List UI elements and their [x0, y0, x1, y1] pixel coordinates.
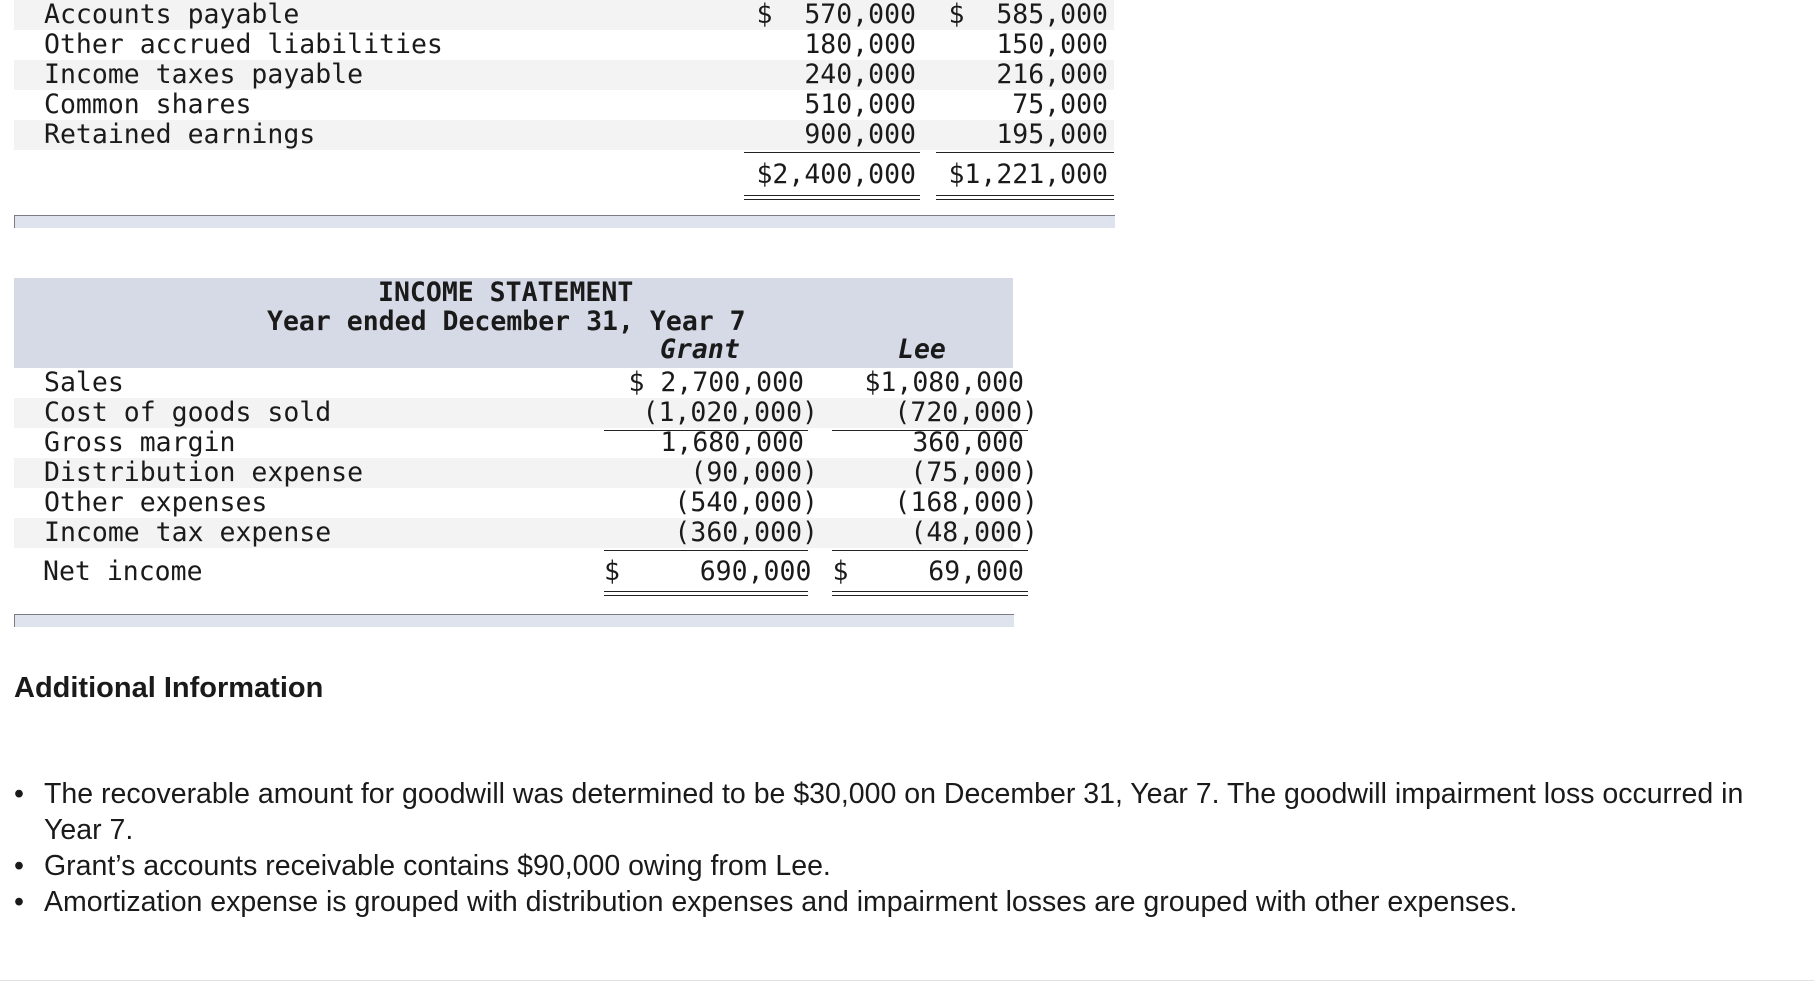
list-item [14, 884, 1794, 920]
lee-value: 360,000 [912, 427, 1024, 458]
net-income-label: Net income [43, 556, 203, 587]
lee-value: (75,000) [910, 457, 1038, 488]
row-label: Income tax expense [44, 517, 332, 548]
income-statement-table [14, 277, 1038, 628]
table-row [14, 367, 1024, 398]
list-item [14, 848, 1794, 884]
total-double-rule [604, 591, 808, 596]
lee-net-income: $ 69,000 [832, 556, 1024, 587]
table-row [14, 457, 1038, 488]
lee-value: $1,080,000 [864, 367, 1024, 398]
grant-value: 510,000 [804, 89, 916, 120]
grant-net-income: $ 690,000 [604, 556, 812, 587]
grant-value: 1,680,000 [660, 427, 804, 458]
grant-value: (540,000) [674, 487, 818, 518]
grant-total: $2,400,000 [756, 159, 916, 190]
list-item-text: Amortization expense is grouped with distribution expenses and impairment losses are grouped with other expenses. [44, 886, 1518, 918]
table-row [14, 90, 1114, 120]
bullet-icon: • [14, 886, 24, 918]
table-footer-bar [14, 614, 1014, 627]
additional-info-list [14, 776, 1794, 920]
total-double-rule [832, 591, 1028, 596]
grant-value: (90,000) [690, 457, 818, 488]
table-footer-bar [14, 215, 1115, 228]
table-header [14, 278, 1013, 368]
lee-value: $ 585,000 [948, 0, 1108, 30]
grant-value: 180,000 [804, 29, 916, 60]
grant-value: 900,000 [804, 119, 916, 150]
bullet-icon: • [14, 850, 24, 882]
list-item-text: The recoverable amount for goodwill was determined to be $30,000 on December 31, Year 7. The goodwill impairment loss occurred in Year 7. [44, 778, 1744, 846]
row-label: Gross margin [44, 427, 236, 458]
subtotal-rule [744, 152, 920, 153]
table-row [14, 60, 1114, 90]
grant-value: (360,000) [674, 517, 818, 548]
total-double-rule [744, 195, 920, 200]
statement-title: INCOME STATEMENT [378, 277, 634, 308]
row-label: Other accrued liabilities [44, 29, 443, 60]
total-row [14, 160, 1114, 190]
row-label: Retained earnings [44, 119, 316, 150]
grant-value: 240,000 [804, 59, 916, 90]
row-label: Sales [44, 367, 124, 398]
row-label: Common shares [44, 89, 252, 120]
table-row [14, 120, 1114, 150]
net-income-row [14, 556, 1024, 587]
lee-total: $1,221,000 [948, 159, 1108, 190]
grant-value: (1,020,000) [642, 397, 818, 428]
balance-sheet-table [14, 0, 1114, 230]
column-header-lee: Lee [898, 334, 946, 365]
bullet-icon: • [14, 778, 24, 810]
lee-value: (48,000) [910, 517, 1038, 548]
lee-value: (168,000) [894, 487, 1038, 518]
column-header-grant: Grant [660, 334, 740, 365]
table-row [14, 427, 1024, 458]
total-double-rule [936, 195, 1114, 200]
list-item [14, 776, 1794, 848]
row-label: Other expenses [44, 487, 268, 518]
subtotal-rule [604, 550, 808, 551]
lee-value: 75,000 [1012, 89, 1108, 120]
row-label: Accounts payable [44, 0, 300, 30]
lee-value: 150,000 [996, 29, 1108, 60]
subtotal-rule [936, 152, 1114, 153]
grant-value: $ 570,000 [756, 0, 916, 30]
row-label: Cost of goods sold [44, 397, 332, 428]
table-row [14, 487, 1038, 518]
row-label: Distribution expense [44, 457, 364, 488]
lee-value: 216,000 [996, 59, 1108, 90]
grant-value: $ 2,700,000 [628, 367, 804, 398]
table-row [14, 0, 1114, 30]
list-item-text: Grant’s accounts receivable contains $90,000 owing from Lee. [44, 850, 831, 882]
statement-subtitle: Year ended December 31, Year 7 [267, 306, 746, 337]
row-label: Income taxes payable [44, 59, 364, 90]
subtotal-rule [832, 550, 1028, 551]
lee-value: 195,000 [996, 119, 1108, 150]
table-row [14, 517, 1038, 548]
table-row [14, 397, 1038, 428]
section-heading: Additional Information [14, 672, 324, 704]
table-row [14, 30, 1114, 60]
divider [0, 980, 1814, 981]
lee-value: (720,000) [894, 397, 1038, 428]
